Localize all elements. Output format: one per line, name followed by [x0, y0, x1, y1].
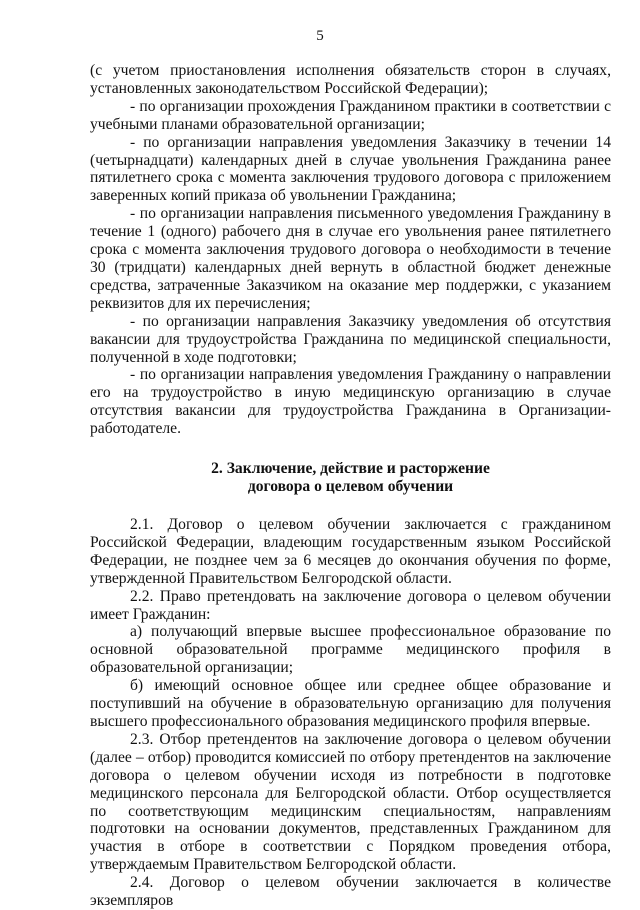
- clause-2-2-b: б) имеющий основное общее или среднее общее образование и поступивший на обучение в образовательную организацию для получения высшего профессионального образования медицинского профиля впервые.: [90, 677, 611, 730]
- list-item-notify-no-vacancy: - по организации направления Заказчику уведомления об отсутствия вакансии для трудоустройства Гражданина по медицинской специальности, полученной в ходе подготовки;: [90, 312, 611, 366]
- section-heading: [90, 460, 611, 496]
- list-item-notify-redirect: - по организации направления уведомления Гражданину о направлении его на трудоустройство в иную медицинскую организацию в случае отсутствия вакансии для трудоустройства Гражданина в Организации-работодателе.: [90, 366, 611, 438]
- paragraph-continuation: (с учетом приостановления исполнения обязательств сторон в случаях, установленных законодательством Российской Федерации);: [90, 62, 611, 97]
- clause-2-1: 2.1. Договор о целевом обучении заключается с гражданином Российской Федерации, владеющим государственным языком Российской Федерации, не позднее чем за 6 месяцев до окончания обучения по форме, утвержденной Правительством Белгородской области.: [90, 516, 611, 587]
- list-item-practice: - по организации прохождения Гражданином практики в соответствии с учебными планами образовательной организации;: [90, 97, 611, 133]
- clause-2-2: 2.2. Право претендовать на заключение договора о целевом обучении имеет Гражданин:: [90, 587, 611, 623]
- list-item-notify-customer-dismissal: - по организации направления уведомления Заказчику в течении 14 (четырнадцати) календарных дней в случае увольнения Гражданина ранее пятилетнего срока с момента заключения трудового договора с приложением заверенных копий приказа об увольнении Гражданина;: [90, 133, 611, 205]
- clause-2-4: 2.4. Договор о целевом обучении заключается в количестве экземпляров: [90, 874, 611, 910]
- list-item-notify-citizen-refund: - по организации направления письменного уведомления Гражданину в течение 1 (одного) рабочего дня в случае его увольнения ранее пятилетнего срока с момента заключения трудового договора о необходимости в течение 30 (тридцати) календарных дней вернуть в областной бюджет денежные средства, затраченные Заказчиком на оказание мер поддержки, с указанием реквизитов для их перечисления;: [90, 205, 611, 312]
- page-number: 5: [316, 28, 324, 44]
- section-heading-line-2: договора о целевом обучении: [247, 478, 454, 496]
- clause-2-3: 2.3. Отбор претендентов на заключение договора о целевом обучении (далее – отбор) проводится комиссией по отбору претендентов на заключение договора о целевом обучении исходя из потребности в подготовке медицинского персонала для Белгородской области. Отбор осуществляется по соответствующим медицинским специальностям, направлениям подготовки на основании документов, представленных Гражданином для участия в отборе в соответствии с Порядком проведения отбора, утверждаемым Правительством Белгородской области.: [90, 730, 611, 874]
- document-body: [90, 62, 611, 910]
- clause-2-2-a: а) получающий впервые высшее профессиональное образование по основной образовательной программе медицинского профиля в образовательной организации;: [90, 623, 611, 677]
- section-heading-line-1: 2. Заключение, действие и расторжение: [211, 460, 490, 478]
